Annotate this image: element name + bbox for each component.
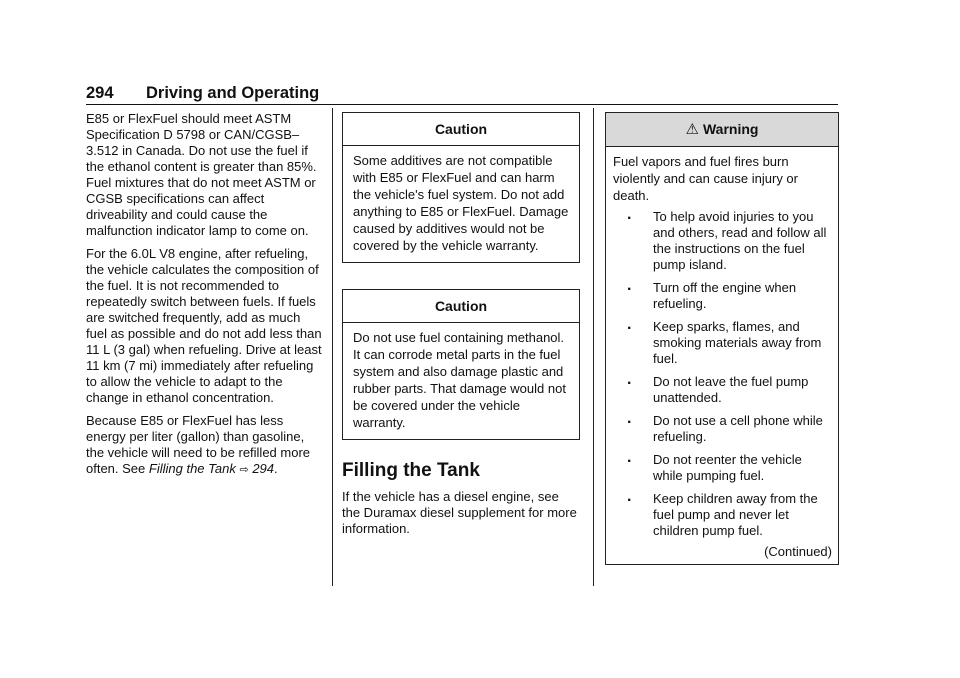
bullet: . — [627, 488, 632, 505]
bullet: . — [627, 277, 632, 294]
caution-text: Do not use fuel containing methanol. It can corrode metal parts in the fuel system and also damage plastic and rubber parts. That damage would not be covered under the vehicle warranty. — [353, 330, 566, 430]
page-header — [86, 84, 838, 104]
list-item — [613, 488, 832, 539]
paragraph-e85-spec: E85 or FlexFuel should meet ASTM Specification D 5798 or CAN/CGSB–3.512 in Canada. Do not use the fuel if the ethanol content is greater than 85%. Fuel mixtures that do not meet ASTM or CGSB specifications can affect driveability and could cause the malfunction indicator lamp to come on. — [86, 111, 317, 238]
list-item — [613, 449, 832, 484]
list-item — [613, 206, 832, 273]
list-item — [613, 316, 832, 367]
warning-list — [613, 206, 832, 539]
page-header-title: Driving and Operating — [146, 84, 320, 102]
list-item-text: Do not leave the fuel pump unattended. — [653, 374, 809, 405]
section-heading-filling-the-tank: Filling the Tank — [342, 460, 480, 481]
filling-the-tank-link[interactable]: Filling the Tank — [148, 461, 236, 476]
column-right — [605, 112, 839, 565]
bullet: . — [627, 449, 632, 466]
paragraph-e85-energy — [86, 413, 322, 478]
paragraph-v8-refueling: For the 6.0L V8 engine, after refueling, the vehicle calculates the composition of the fuel. It is not recommended to repeatedly switch between fuels. If fuels are switched frequently, add as much fuel as possible and do not add less than 11 L (3 gal) when refueling. Drive at least 11 km (7 mi) immediately after refueling to allow the vehicle to adapt to the change in ethanol concentration. — [86, 246, 322, 405]
caution-title: Caution — [343, 113, 579, 146]
paragraph-end-period: . — [274, 461, 278, 476]
filling-the-tank-text: If the vehicle has a diesel engine, see the Duramax diesel supplement for more information. — [342, 489, 577, 536]
paragraph-e85-energy-text: Because E85 or FlexFuel has less energy per liter (gallon) than gasoline, the vehicle will need to be refilled more often. See — [86, 413, 311, 476]
list-item-text: Do not use a cell phone while refueling. — [653, 413, 823, 444]
warning-title: Warning — [702, 121, 759, 137]
list-item — [613, 371, 832, 406]
bullet: . — [627, 206, 632, 223]
list-item-text: Keep children away from the fuel pump and never let children pump fuel. — [653, 491, 818, 538]
warning-box — [605, 112, 839, 565]
bullet: . — [627, 410, 632, 427]
warning-body — [606, 147, 838, 564]
continued-label: (Continued) — [764, 544, 832, 559]
bullet: . — [627, 371, 632, 388]
column-middle — [342, 112, 580, 537]
list-item — [613, 277, 832, 312]
page-number: 294 — [86, 84, 114, 102]
page-ref-arrow-icon: ⇨ — [239, 464, 249, 476]
list-item-text: Keep sparks, flames, and smoking materials away from fuel. — [653, 319, 822, 366]
list-item-text: Do not reenter the vehicle while pumping fuel. — [653, 452, 802, 483]
warning-triangle-icon: ⚠ — [685, 121, 699, 138]
caution-text: Some additives are not compatible with E85 or FlexFuel and can harm the vehicle's fuel system. Do not add anything to E85 or FlexFuel. Damage caused by additives would not be covered by the vehicle warranty. — [353, 153, 569, 253]
column-divider-1 — [332, 108, 333, 586]
bullet: . — [627, 316, 632, 333]
column-left — [86, 111, 322, 485]
caution-box-additives — [342, 112, 580, 263]
caution-title: Caution — [343, 290, 579, 323]
column-divider-2 — [593, 108, 594, 586]
warning-header — [606, 113, 838, 147]
list-item-text: Turn off the engine when refueling. — [653, 280, 797, 311]
page-ref-number[interactable]: 294 — [252, 461, 275, 476]
caution-box-methanol — [342, 289, 580, 440]
list-item — [613, 410, 832, 445]
warning-intro: Fuel vapors and fuel fires burn violently and can cause injury or death. — [613, 154, 798, 203]
list-item-text: To help avoid injuries to you and others, read and follow all the instructions on the fuel pump island. — [653, 209, 827, 272]
header-rule — [86, 104, 838, 105]
